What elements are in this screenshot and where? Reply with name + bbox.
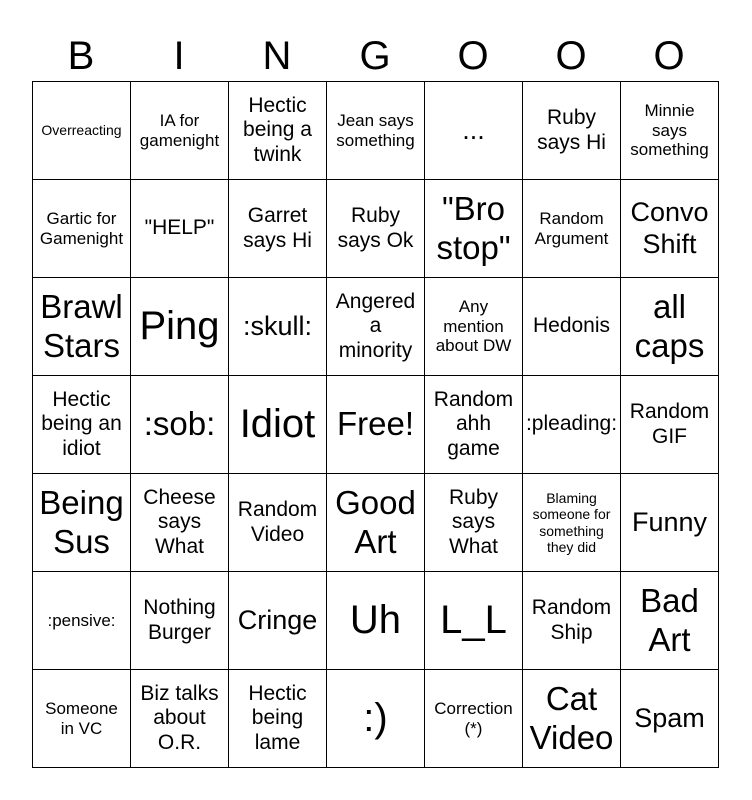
cell-label: all caps bbox=[634, 288, 705, 364]
bingo-cell[interactable] bbox=[621, 474, 719, 572]
cell-label: Cringe bbox=[237, 604, 318, 635]
bingo-cell[interactable] bbox=[33, 376, 131, 474]
bingo-cell[interactable] bbox=[523, 474, 621, 572]
cell-label: Cat Video bbox=[529, 680, 614, 756]
cell-label: IA for gamenight bbox=[139, 110, 220, 150]
bingo-cell[interactable] bbox=[425, 376, 523, 474]
header-letter-o-2: O bbox=[555, 34, 587, 78]
bingo-cell[interactable] bbox=[327, 278, 425, 376]
cell-label: "HELP" bbox=[144, 216, 215, 240]
header-letter-n: N bbox=[262, 34, 292, 78]
bingo-cell[interactable] bbox=[33, 572, 131, 670]
header-letter-g: G bbox=[359, 34, 391, 78]
cell-label: Funny bbox=[631, 506, 708, 537]
cell-label: Idiot bbox=[239, 402, 316, 447]
cell-label: Hectic being lame bbox=[248, 681, 307, 754]
cell-label: Random ahh game bbox=[433, 387, 514, 460]
bingo-cell[interactable] bbox=[621, 82, 719, 180]
bingo-cell[interactable] bbox=[425, 572, 523, 670]
cell-label: Minnie says something bbox=[630, 100, 709, 160]
cell-label: Ruby says Hi bbox=[537, 106, 606, 154]
bingo-cell[interactable] bbox=[33, 180, 131, 278]
header-letter-b: B bbox=[67, 34, 95, 78]
header-letter-i: I bbox=[173, 34, 185, 78]
bingo-cell[interactable] bbox=[327, 474, 425, 572]
cell-label: Bad Art bbox=[640, 582, 699, 658]
bingo-cell[interactable] bbox=[425, 474, 523, 572]
cell-label: L_L bbox=[440, 598, 507, 643]
bingo-cell[interactable] bbox=[229, 376, 327, 474]
bingo-cell[interactable] bbox=[131, 278, 229, 376]
bingo-cell[interactable] bbox=[425, 82, 523, 180]
cell-label: ... bbox=[462, 114, 485, 145]
bingo-cell[interactable] bbox=[131, 670, 229, 768]
cell-label: Random GIF bbox=[629, 400, 710, 448]
bingo-cell[interactable] bbox=[523, 670, 621, 768]
cell-label: Uh bbox=[349, 598, 402, 643]
cell-label: Being Sus bbox=[39, 484, 124, 560]
bingo-cell[interactable] bbox=[327, 376, 425, 474]
bingo-board bbox=[32, 81, 719, 768]
bingo-cell[interactable] bbox=[327, 82, 425, 180]
cell-label: Ruby says What bbox=[448, 485, 499, 558]
bingo-cell[interactable] bbox=[33, 670, 131, 768]
bingo-cell[interactable] bbox=[621, 670, 719, 768]
bingo-header bbox=[32, 30, 718, 82]
cell-label: Hedonis bbox=[532, 314, 611, 338]
bingo-cell[interactable] bbox=[523, 180, 621, 278]
bingo-cell[interactable] bbox=[33, 82, 131, 180]
cell-label: Correction (*) bbox=[434, 698, 513, 738]
header-letter-o-3: O bbox=[653, 34, 685, 78]
bingo-cell[interactable] bbox=[131, 82, 229, 180]
cell-label: Blaming someone for something they did bbox=[532, 490, 611, 555]
header-letter-o-1: O bbox=[457, 34, 489, 78]
bingo-cell[interactable] bbox=[523, 376, 621, 474]
cell-label: Convo Shift bbox=[630, 197, 709, 259]
bingo-cell[interactable] bbox=[229, 572, 327, 670]
cell-label: Biz talks about O.R. bbox=[140, 681, 219, 754]
bingo-cell[interactable] bbox=[131, 572, 229, 670]
bingo-cell[interactable] bbox=[621, 376, 719, 474]
cell-label: Overreacting bbox=[41, 122, 122, 139]
cell-label: Angered a minority bbox=[335, 289, 416, 362]
bingo-cell[interactable] bbox=[229, 278, 327, 376]
bingo-cell[interactable] bbox=[425, 180, 523, 278]
cell-label: :sob: bbox=[143, 405, 216, 443]
cell-label: Nothing Burger bbox=[143, 596, 216, 644]
cell-label: Random Ship bbox=[531, 596, 612, 644]
cell-label: Jean says something bbox=[336, 110, 415, 150]
cell-label: Random Video bbox=[237, 498, 318, 546]
cell-label: Any mention about DW bbox=[435, 296, 512, 356]
cell-label: Brawl Stars bbox=[40, 288, 123, 364]
bingo-cell[interactable] bbox=[229, 180, 327, 278]
cell-label: Ping bbox=[139, 304, 220, 349]
bingo-cell[interactable] bbox=[229, 82, 327, 180]
bingo-cell[interactable] bbox=[33, 278, 131, 376]
bingo-cell[interactable] bbox=[229, 670, 327, 768]
bingo-cell[interactable] bbox=[523, 278, 621, 376]
bingo-cell[interactable] bbox=[327, 670, 425, 768]
bingo-cell[interactable] bbox=[327, 572, 425, 670]
bingo-cell[interactable] bbox=[621, 572, 719, 670]
cell-label: Good Art bbox=[335, 484, 416, 560]
cell-label: :pensive: bbox=[47, 610, 116, 630]
bingo-cell[interactable] bbox=[425, 670, 523, 768]
bingo-cell[interactable] bbox=[621, 180, 719, 278]
cell-label: Garret says Hi bbox=[243, 204, 312, 252]
bingo-cell[interactable] bbox=[523, 572, 621, 670]
cell-label: Free! bbox=[336, 405, 415, 443]
cell-label: Hectic being an idiot bbox=[41, 387, 122, 460]
cell-label: :pleading: bbox=[525, 412, 618, 436]
bingo-cell[interactable] bbox=[131, 376, 229, 474]
cell-label: :) bbox=[363, 696, 388, 741]
cell-label: Cheese says What bbox=[143, 485, 216, 558]
bingo-cell[interactable] bbox=[425, 278, 523, 376]
cell-label: Gartic for Gamenight bbox=[39, 208, 124, 248]
cell-label: Hectic being a twink bbox=[243, 93, 312, 166]
bingo-cell[interactable] bbox=[327, 180, 425, 278]
bingo-cell[interactable] bbox=[621, 278, 719, 376]
cell-label: Ruby says Ok bbox=[337, 204, 414, 252]
cell-label: Someone in VC bbox=[45, 698, 118, 738]
bingo-cell[interactable] bbox=[523, 82, 621, 180]
bingo-cell[interactable] bbox=[131, 180, 229, 278]
cell-label: :skull: bbox=[242, 310, 313, 341]
cell-label: Spam bbox=[634, 702, 705, 733]
bingo-cell[interactable] bbox=[33, 474, 131, 572]
bingo-cell[interactable] bbox=[131, 474, 229, 572]
cell-label: Random Argument bbox=[534, 208, 609, 248]
bingo-cell[interactable] bbox=[229, 474, 327, 572]
cell-label: "Bro stop" bbox=[436, 190, 511, 266]
